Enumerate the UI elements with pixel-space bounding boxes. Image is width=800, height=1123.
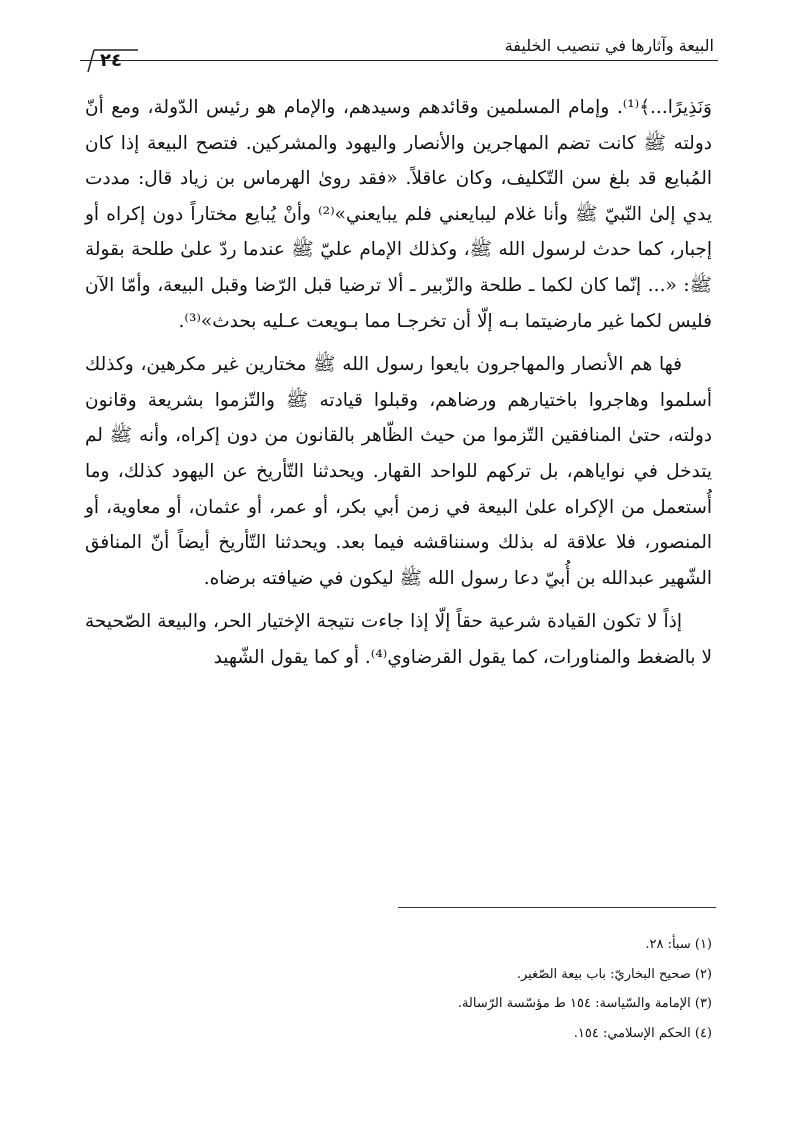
footnotes — [152, 930, 712, 1048]
running-title: البيعة وآثارها في تنصيب الخليفة — [504, 36, 714, 55]
running-header — [80, 34, 718, 70]
paragraph-1: وَنَذِيرًا...﴾⁽¹⁾. وإمام المسلمين وقائدهم وسيدهم، والإمام هو رئيس الدّولة، ومع أنّ دولته ﷺ كانت تضم المهاجرين والأنصار واليهود والمشركين. فتصح البيعة إذا كان المُبايع قد بلغ سن التّكليف، وكان عاقلاً. «فقد روىٰ الهرماس بن زياد قال: مددت يدي إلىٰ النّبيّ ﷺ وأنا غلام ليبايعني فلم يبايعني»⁽²⁾ وأنْ يُبايع مختاراً دون إكراه أو إجبار، كما حدث لرسول الله ﷺ، وكذلك الإمام عليّ ﷺ عندما ردّ علىٰ طلحة بقولة ﷺ: «... إنّما كان لكما ـ طلحة والزّبير ـ ألا ترضيا قبل الرّضا وقبل البيعة، وأمّا الآن فليس لكما غير مارضيتما بـه إلّا أن تخرجـا مما بـويعت عـليه بحدث»⁽³⁾. — [85, 97, 712, 332]
page-number-box — [80, 48, 140, 72]
page-number: ٢٤ — [100, 50, 122, 71]
paragraph-2: فها هم الأنصار والمهاجرون بايعوا رسول الله ﷺ مختارين غير مكرهين، وكذلك أسلموا وهاجروا باختيارهم ورضاهم، وقبلوا قيادته ﷺ والتّزموا بشريعة وقانون دولته، حتىٰ المنافقين التّزموا من حيث الظّاهر بالقانون من دون إكراه، وأنه ﷺ لم يتدخل في نواياهم، بل تركهم للواحد القهار. ويحدثنا التّأريخ عن اليهود كذلك، وما أُستعمل من الإكراه علىٰ البيعة في زمن أبي بكر، أو عمر، أو عثمان، أو معاوية، أو المنصور، فلا علاقة له بذلك وسنناقشه فيما بعد. ويحدثنا التّأريخ أيضاً أنّ المنافق الشّهير عبدالله بن أُبيّ دعا رسول الله ﷺ ليكون في ضيافته برضاه. — [85, 354, 712, 589]
footnote-2: (٢) صحيح البخاريّ: باب بيعة الصّغير. — [516, 966, 712, 982]
footnote-1: (١) سبأ: ٢٨. — [645, 937, 712, 952]
header-rule — [80, 60, 718, 61]
footnote-4: (٤) الحكم الإسلامي: ١٥٤. — [573, 1025, 712, 1041]
footnote-3: (٣) الإمامة والسّياسة: ١٥٤ ط مؤسّسة الرّسالة. — [457, 996, 712, 1011]
paragraph-3: إذاً لا تكون القيادة شرعية حقاً إلّا إذا جاءت نتيجة الإختيار الحر، والبيعة الصّحيحة لا بالضغط والمناورات، كما يقول القرضاوي⁽⁴⁾. أو كما يقول الشّهيد — [85, 611, 712, 668]
main-text — [85, 90, 712, 684]
footnote-separator — [398, 907, 716, 908]
